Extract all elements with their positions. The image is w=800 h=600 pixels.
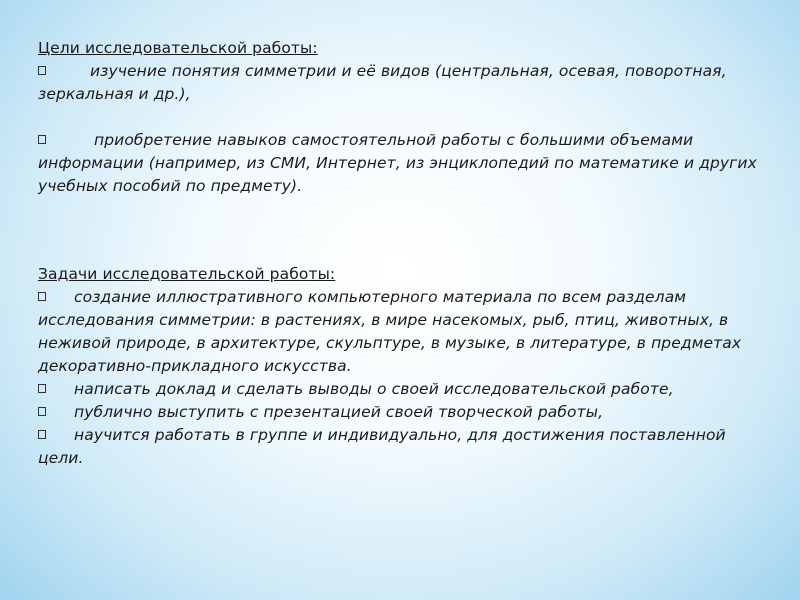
goal-item <box>38 129 763 198</box>
tasks-heading: Задачи исследовательской работы: <box>38 265 336 283</box>
square-bullet-icon <box>38 135 46 144</box>
goal-item-text: изучение понятия симметрии и её видов (центральная, осевая, поворотная, зеркальная и др.), <box>38 62 727 103</box>
goals-section <box>38 37 763 198</box>
task-item <box>38 286 763 378</box>
task-item-text: научится работать в группе и индивидуально, для достижения поставленной цели. <box>38 426 726 467</box>
tasks-section <box>38 263 763 470</box>
task-item-text: публично выступить с презентацией своей творческой работы, <box>74 403 604 421</box>
goal-item <box>38 60 763 106</box>
square-bullet-icon <box>38 292 46 301</box>
task-item-text: написать доклад и сделать выводы о своей исследовательской работе, <box>74 380 674 398</box>
goal-item-text: приобретение навыков самостоятельной работы с большими объемами информации (например, из СМИ, Интернет, из энциклопедий по математике и других учебных пособий по предмету). <box>38 131 757 195</box>
task-item-text: создание иллюстративного компьютерного материала по всем разделам исследования симметрии: в растениях, в мире насекомых, рыб, птиц, животных, в неживой природе, в архитектуре, скульптуре, в музыке, в литературе, в предметах декоративно-прикладного искусства. <box>38 288 742 375</box>
task-item <box>38 378 763 401</box>
square-bullet-icon <box>38 66 46 75</box>
square-bullet-icon <box>38 407 46 416</box>
task-item <box>38 401 763 424</box>
square-bullet-icon <box>38 384 46 393</box>
square-bullet-icon <box>38 430 46 439</box>
goals-heading: Цели исследовательской работы: <box>38 39 318 57</box>
task-item <box>38 424 763 470</box>
